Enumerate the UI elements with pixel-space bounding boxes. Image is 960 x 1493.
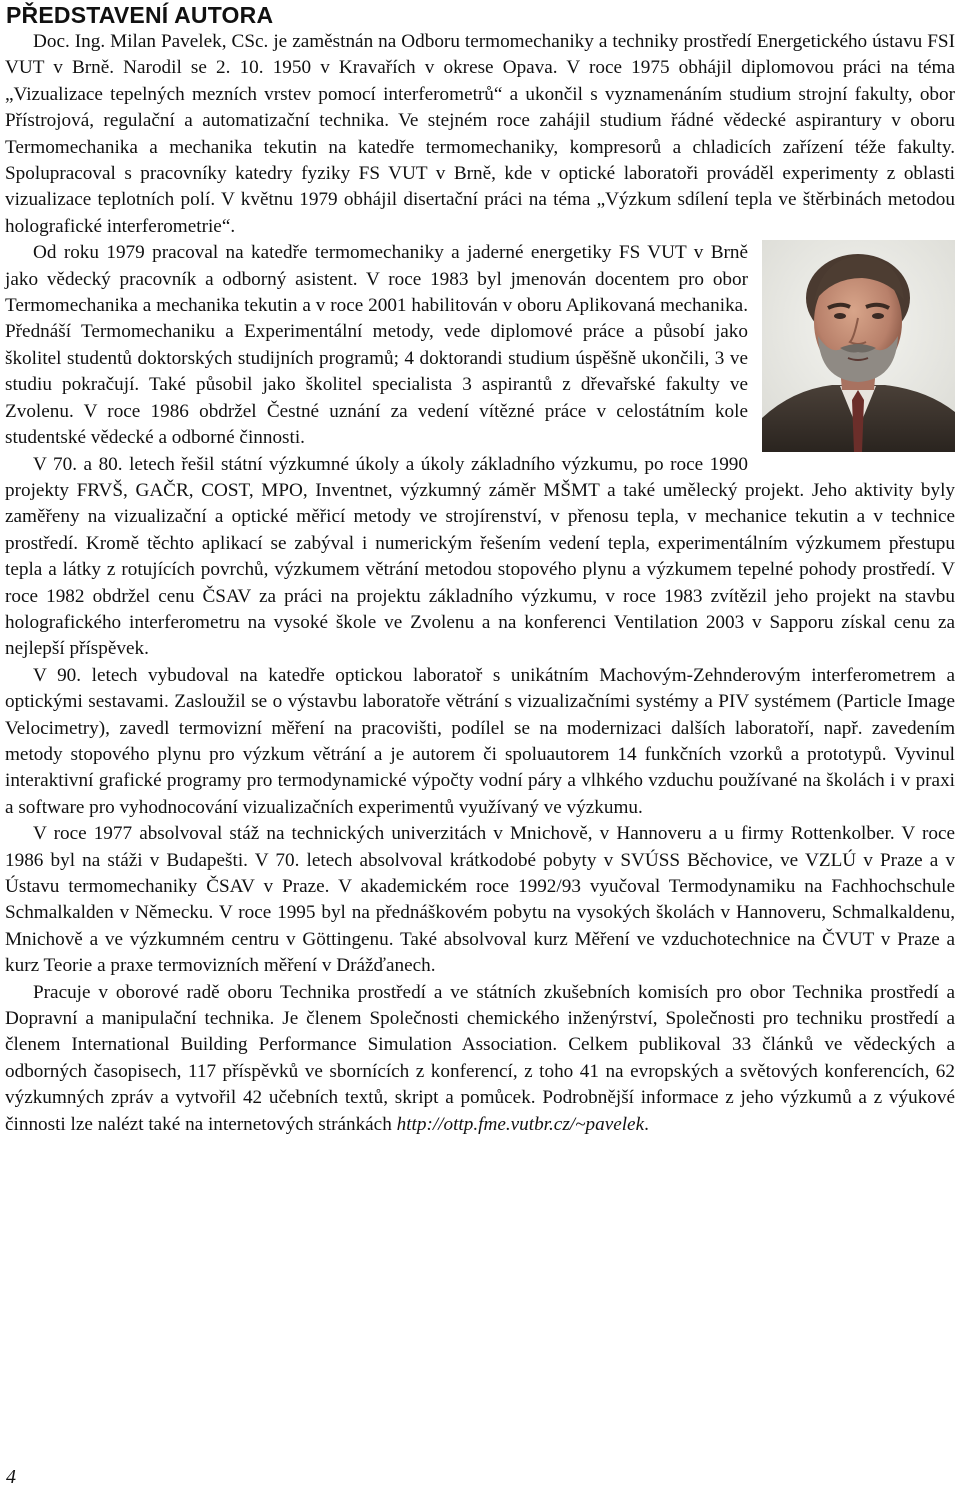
url-suffix: .: [644, 1113, 649, 1135]
page-title: PŘEDSTAVENÍ AUTORA: [6, 2, 274, 28]
page-number: 4: [6, 1466, 16, 1488]
website-link[interactable]: http://ottp.fme.vutbr.cz/~pavelek: [396, 1113, 645, 1135]
paragraph-biography-intro: Doc. Ing. Milan Pavelek, CSc. je zaměstnán na Odboru termomechaniky a techniky prostředí Energetického ústavu FSI VUT v Brně. Narodil se 2. 10. 1950 v Kravařích v okrese Opava. V roce 1975 obhájil diplomovou práci na téma „Vizualizace tepelných mezních vrstev pomocí interferometrů“ a ukončil s vyznamenáním studium strojní fakulty, obor Přístrojová, regulační a automatizační technika. Ve stejném roce zahájil studium řádné vědecké aspirantury v oboru Termomechanika a mechanika tekutin na katedře termomechaniky, kompresorů a chladicích zařízení téže fakulty. Spolupracoval s pracovníky katedry fyziky FS VUT v Brně, kde v optické laboratoři prováděl experimenty z oblasti vizualizace teplotních polí. V květnu 1979 obhájil disertační práci na téma „Výzkum sdílení tepla ve štěrbinách metodou holografické interferometrie“.: [5, 31, 955, 237]
document-page: [5, 0, 955, 1138]
paragraph-memberships: [5, 980, 955, 1138]
author-photo: [762, 240, 955, 452]
paragraph-internships: V roce 1977 absolvoval stáž na technických univerzitách v Mnichově, v Hannoveru a u firmy Rottenkolber. V roce 1986 byl na stáži v Budapešti. V 70. letech absolvoval krátkodobé pobyty v SVÚSS Běchovice, ve VZLÚ v Praze a v Ústavu termomechaniky ČSAV v Praze. V akademickém roce 1992/93 vyučoval Termodynamiku na Fachhochschule Schmalkalden v Německu. V roce 1995 byl na přednáškovém pobytu na vysokých školách v Hannoveru, Schmalkaldenu, Mnichově a ve výzkumném centru v Göttingenu. Také absolvoval kurz Měření ve vzduchotechnice na ČVUT v Praze a kurz Teorie a praxe termovizních měření v Drážďanech.: [5, 823, 955, 977]
paragraph-career: Od roku 1979 pracoval na katedře termomechaniky a jaderné energetiky FS VUT v Brně jako vědecký pracovník a odborný asistent. V roce 1983 byl jmenován docentem pro obor Termomechanika a mechanika tekutin a v roce 2001 habilitován v oboru Aplikovaná mechanika. Přednáší Termomechaniku a Experimentální metody, vede diplomové práce a působí jako školitel studentů doktorských studijních programů; 4 doktorandi studium úspěšně ukončili, 3 ve studiu pokračují. Také působil jako školitel specialista 3 aspirantů z dřevařské fakulty ve Zvolenu. V roce 1986 obdržel Čestné uznání za vedení vítězné práce v celostátním kole studentské vědecké a odborné činnosti.: [5, 242, 748, 449]
author-portrait-image: [762, 240, 955, 452]
paragraph-research: V 70. a 80. letech řešil státní výzkumné úkoly a úkoly základního výzkumu, po roce 1990 projekty FRVŠ, GAČR, COST, MPO, Inventnet, výzkumný záměr MŠMT a také umělecký projekt. Jeho aktivity byly zaměřeny na vizualizační a optické měřicí metody ve strojírenství, v přenosu tepla, v mechanice tekutin a v technice prostředí. Kromě těchto aplikací se zabýval i numerickým řešením vedení tepla, experimentálním výzkumem přestupu tepla a látky z rotujících povrchů, výzkumem větrání metodou stopového plynu a výzkumem tepelné pohody prostředí. V roce 1982 obdržel cenu ČSAV za práci na projektu základního výzkumu, v roce 1983 zvítězil jeho projekt na stavbu holografického interferometru na vysoké škole ve Zvolenu a na konferenci Ventilation 2003 v Sapporu získal cenu za nejlepší příspěvek.: [5, 453, 955, 660]
paragraph-laboratories: V 90. letech vybudoval na katedře optickou laboratoř s unikátním Machovým-Zehnderovým interferometrem a optickými sestavami. Zasloužil se o výstavbu laboratoře větrání s vizualizačními systémy a PIV systémem (Particle Image Velocimetry), zavedl termovizní měření na pracovišti, podílel se na modernizaci dalších laboratoří, např. zavedením metody stopového plynu pro výzkum větrání a je autorem či spoluautorem 14 funkčních vzorků a prototypů. Vyvinul interaktivní grafické programy pro termodynamické výpočty vodní páry a vlhkého vzduchu používané na školách i v praxi a software pro vyhodnocování vizualizačních experimentů využívaný ve výzkumu.: [5, 664, 955, 818]
memberships-text: Pracuje v oborové radě oboru Technika prostředí a ve státních zkušebních komisích pro obor Technika prostředí a Dopravní a manipulační technika. Je členem Společnosti chemického inženýrství, Společnosti pro techniku prostředí a členem International Building Performance Simulation Association. Celkem publikoval 33 článků ve vědeckých a odborných časopisech, 117 příspěvků ve sbornících z konferencí, z toho 41 na evropských a světových konferencích, 62 výzkumných zpráv a vytvořil 42 učebních textů, skript a pomůcek. Podrobnější informace z jeho výzkumů a z výukové činnosti lze nalézt také na internetových stránkách: [5, 981, 955, 1135]
